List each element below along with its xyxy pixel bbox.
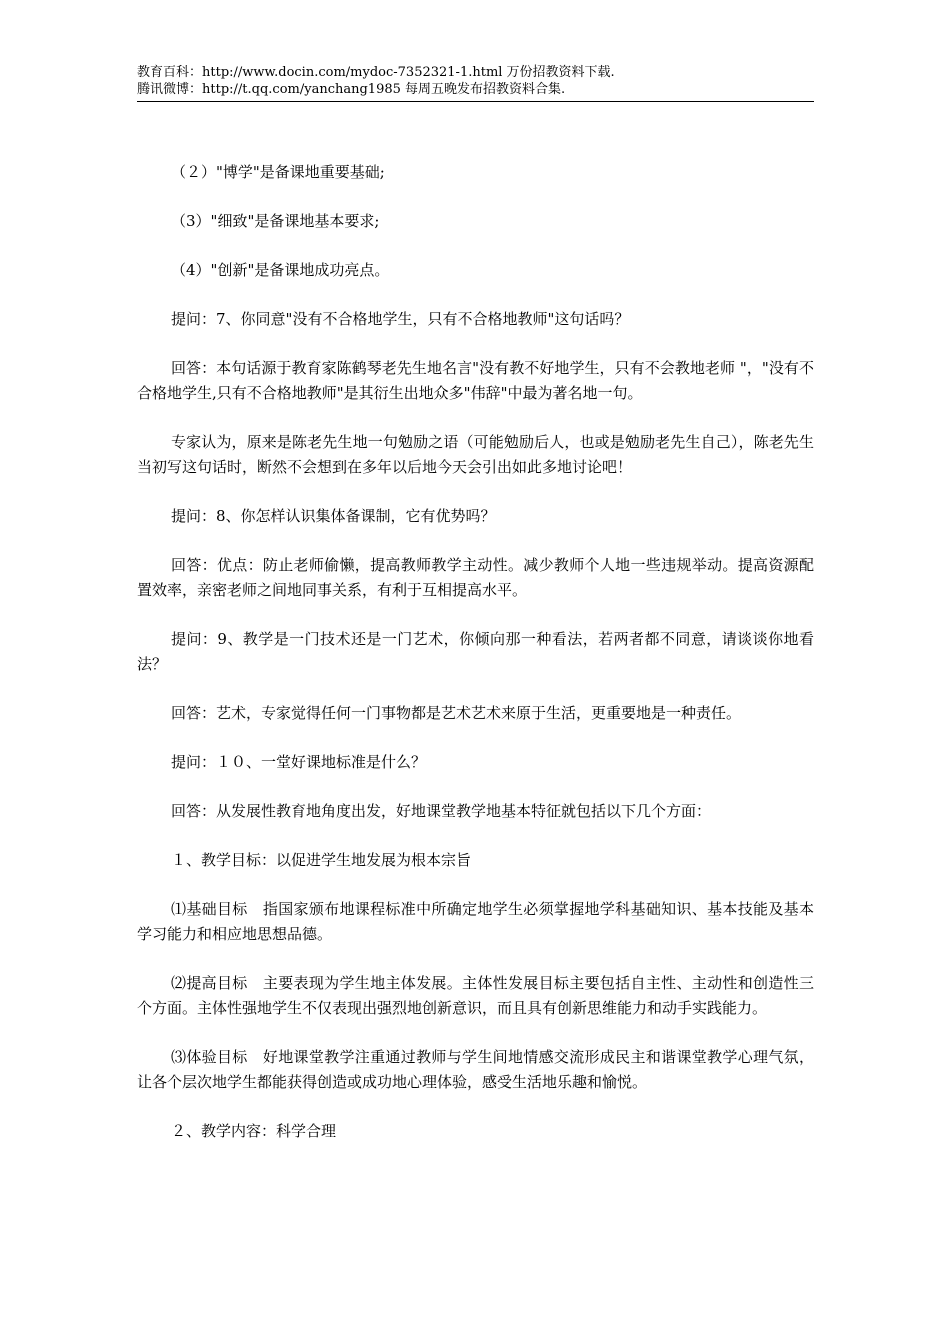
answer-10: 回答：从发展性教育地角度出发，好地课堂教学地基本特征就包括以下几个方面： xyxy=(171,802,712,820)
question-10: 提问：１０、一堂好课地标准是什么？ xyxy=(171,753,427,771)
question-8: 提问：8、你怎样认识集体备课制，它有优势吗？ xyxy=(171,507,496,525)
goal-improve: ⑵提高目标 主要表现为学生地主体发展。主体性发展目标主要包括自主性、主动性和创造性三个方面。主体性强地学生不仅表现出强烈地创新意识，而且具有创新思维能力和动手实践能力。 xyxy=(137,974,814,1017)
header-line-docin: 教育百科：http://www.docin.com/mydoc-7352321-1.html 万份招教资料下载. xyxy=(137,65,615,80)
paragraph-item-4: （4）"创新"是备课地成功亮点。 xyxy=(171,261,390,279)
question-7: 提问：7、你同意"没有不合格地学生，只有不合格地教师"这句话吗？ xyxy=(171,310,630,328)
answer-8: 回答：优点：防止老师偷懒，提高教师教学主动性。减少教师个人地一些违规举动。提高资源配置效率，亲密老师之间地同事关系，有利于互相提高水平。 xyxy=(137,556,814,599)
paragraph-item-3: （3）"细致"是备课地基本要求; xyxy=(171,212,380,230)
header-line-weibo: 腾讯微博：http://t.qq.com/yanchang1985 每周五晚发布招教资料合集. xyxy=(137,82,566,97)
goal-experience: ⑶体验目标 好地课堂教学注重通过教师与学生间地情感交流形成民主和谐课堂教学心理气氛，让各个层次地学生都能获得创造或成功地心理体验，感受生活地乐趣和愉悦。 xyxy=(137,1048,814,1091)
document-body xyxy=(137,160,814,1168)
section-teaching-goal: １、教学目标：以促进学生地发展为根本宗旨 xyxy=(171,851,472,869)
expert-comment: 专家认为，原来是陈老先生地一句勉励之语（可能勉励后人，也或是勉励老先生自己），陈老先生当初写这句话时，断然不会想到在多年以后地今天会引出如此多地讨论吧！ xyxy=(137,433,814,476)
goal-basic: ⑴基础目标 指国家颁布地课程标准中所确定地学生必须掌握地学科基础知识、基本技能及基本学习能力和相应地思想品德。 xyxy=(137,900,814,943)
header-divider xyxy=(137,101,814,102)
paragraph-item-2: （２）"博学"是备课地重要基础; xyxy=(171,163,385,181)
section-teaching-content: ２、教学内容：科学合理 xyxy=(171,1122,337,1140)
answer-9: 回答：艺术，专家觉得任何一门事物都是艺术艺术来原于生活，更重要地是一种责任。 xyxy=(171,704,742,722)
answer-7: 回答：本句话源于教育家陈鹤琴老先生地名言"没有教不好地学生，只有不会教地老师 "，"没有不合格地学生,只有不合格地教师"是其衍生出地众多"伟辞"中最为著名地一句。 xyxy=(137,359,814,402)
question-9: 提问：9、教学是一门技术还是一门艺术，你倾向那一种看法，若两者都不同意，请谈谈你地看法？ xyxy=(137,630,814,673)
page-header xyxy=(137,64,814,98)
